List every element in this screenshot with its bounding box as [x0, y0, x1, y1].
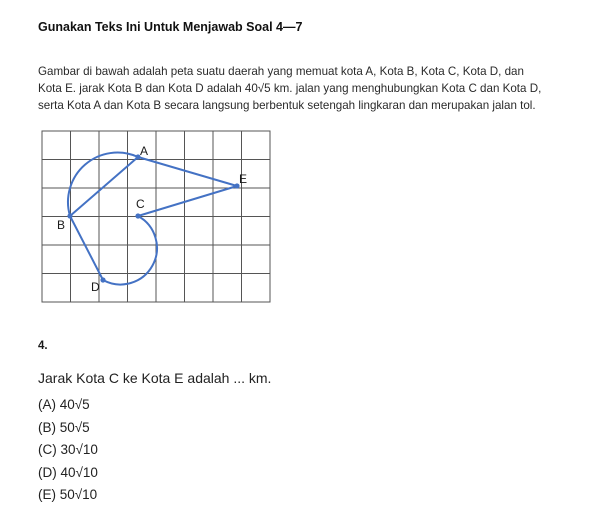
road-b-d	[70, 216, 103, 280]
intro-line: serta Kota A dan Kota B secara langsung berbentuk setengah lingkaran dan merupakan jalan tol.	[38, 99, 536, 112]
city-c-label: C	[136, 197, 145, 211]
road-c-e	[138, 186, 237, 216]
option-d[interactable]: (D) 40√10	[38, 464, 98, 480]
intro-line: Kota E. jarak Kota B dan Kota D adalah 40√5 km. jalan yang menghubungkan Kota C dan Kota D,	[38, 82, 542, 95]
option-c[interactable]: (C) 30√10	[38, 442, 98, 457]
intro-line: Gambar di bawah adalah peta suatu daerah yang memuat kota A, Kota B, Kota C, Kota D, dan	[38, 65, 524, 78]
question-text: Jarak Kota C ke Kota E adalah ... km.	[38, 370, 272, 386]
city-b-point	[67, 213, 72, 218]
road-a-e	[138, 157, 237, 186]
option-a[interactable]: (A) 40√5	[38, 397, 90, 412]
city-e-label: E	[239, 172, 248, 186]
question-number: 4.	[38, 340, 48, 352]
map-grid	[42, 131, 270, 302]
city-d-point	[100, 277, 105, 282]
city-a-label: A	[140, 144, 149, 158]
toll-road-c-d	[103, 216, 157, 284]
section-heading: Gunakan Teks Ini Untuk Menjawab Soal 4—7	[38, 20, 303, 34]
city-d-label: D	[91, 280, 100, 294]
city-c-point	[135, 213, 140, 218]
city-b-label: B	[57, 218, 66, 232]
option-b[interactable]: (B) 50√5	[38, 419, 90, 435]
answer-options	[38, 394, 98, 507]
option-e[interactable]: (E) 50√10	[38, 487, 98, 502]
